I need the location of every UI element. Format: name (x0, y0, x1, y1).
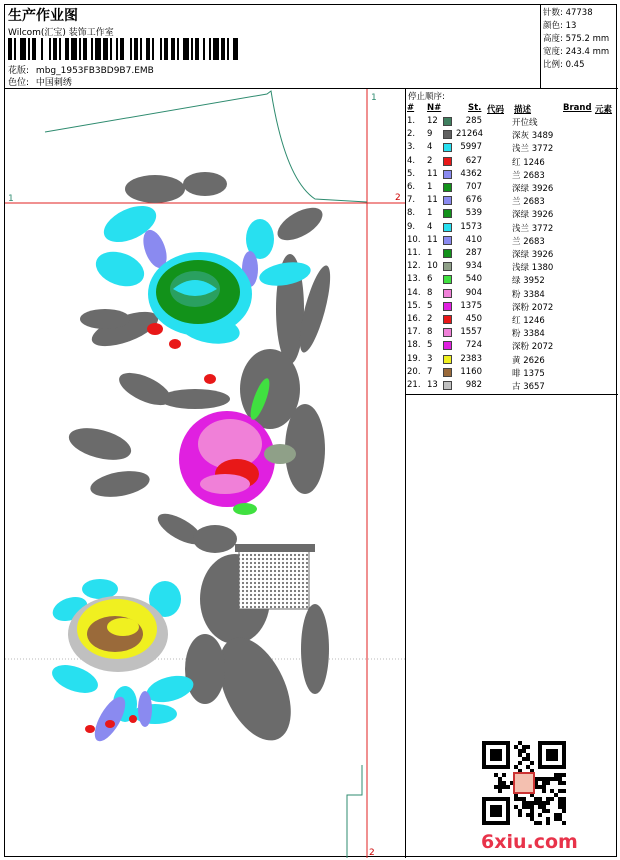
stats-panel (541, 5, 618, 89)
color-swatch (443, 117, 452, 126)
position-value: 中国刺绣 (35, 78, 72, 88)
row-index: 13. (407, 274, 421, 285)
row-index: 14. (407, 287, 421, 298)
design-width: 宽度: 243.4 mm (543, 47, 610, 57)
legend-row (406, 222, 618, 235)
row-index: 21. (407, 380, 421, 390)
stop-sequence-legend (406, 89, 618, 395)
row-stitches: 5997 (460, 142, 482, 153)
legend-row (406, 156, 618, 169)
row-needle: 1 (427, 182, 433, 192)
row-index: 9. (407, 221, 416, 232)
row-index: 17. (407, 327, 421, 338)
color-swatch (443, 368, 452, 377)
production-sheet (4, 4, 617, 857)
col-header-code: 代码 (487, 105, 505, 115)
position-label: 色位: (8, 78, 30, 88)
row-index: 5. (407, 168, 416, 179)
design-height: 高度: 575.2 mm (543, 34, 610, 44)
legend-row (406, 235, 618, 248)
design-label: 花版: (8, 66, 30, 76)
legend-row (406, 116, 618, 129)
legend-row (406, 380, 618, 393)
row-needle: 1 (427, 208, 433, 219)
color-swatch (443, 289, 452, 298)
row-index: 7. (407, 195, 416, 206)
marker-left-1: 1 (8, 194, 14, 204)
row-index: 4. (407, 155, 416, 166)
row-needle: 5 (427, 340, 433, 351)
row-stitches: 982 (465, 380, 482, 390)
page-title: 生产作业图 (8, 8, 78, 24)
row-description: 粉 3384 (512, 329, 545, 340)
color-swatch (443, 302, 452, 311)
color-swatch (443, 223, 452, 232)
row-stitches: 676 (465, 195, 482, 206)
row-stitches: 934 (465, 261, 482, 272)
row-stitches: 904 (465, 287, 482, 298)
row-index: 15. (407, 300, 421, 311)
row-stitches: 4362 (460, 168, 482, 179)
col-header-brand: Brand (563, 103, 592, 113)
legend-row (406, 195, 618, 208)
row-needle: 11 (427, 168, 438, 179)
row-description: 黄 2626 (512, 355, 545, 366)
row-needle: 4 (427, 142, 433, 153)
row-index: 10. (407, 234, 421, 245)
row-stitches: 287 (465, 248, 482, 258)
row-description: 浅兰 3772 (512, 144, 554, 155)
row-needle: 11 (427, 195, 438, 206)
outline-path-bottom (347, 765, 362, 858)
row-stitches: 1160 (460, 366, 482, 377)
row-index: 1. (407, 116, 416, 126)
col-header-index: # (407, 103, 415, 113)
row-stitches: 539 (465, 208, 482, 219)
embroidery-preview (5, 89, 406, 858)
embroidery-design-image (5, 89, 406, 858)
row-index: 16. (407, 314, 421, 324)
row-description: 兰 2683 (512, 236, 545, 247)
col-header-needle: N# (427, 103, 442, 113)
row-needle: 11 (427, 234, 438, 245)
row-needle: 13 (427, 380, 438, 390)
row-index: 2. (407, 129, 416, 140)
color-swatch (443, 381, 452, 390)
row-description: 深绿 3926 (512, 184, 554, 194)
row-description: 深粉 2072 (512, 302, 554, 313)
color-swatch (443, 275, 452, 284)
legend-row (406, 142, 618, 155)
header-panel (5, 5, 541, 89)
row-description: 深灰 3489 (512, 131, 554, 142)
legend-row (406, 314, 618, 327)
row-description: 粉 3384 (512, 289, 545, 300)
row-needle: 10 (427, 261, 438, 272)
row-description: 深绿 3926 (512, 210, 554, 221)
row-description: 红 1246 (512, 316, 545, 326)
row-stitches: 1557 (460, 327, 482, 338)
marker-bottom-2: 2 (369, 848, 375, 858)
row-index: 20. (407, 366, 421, 377)
legend-title: 停止顺序: (408, 92, 445, 102)
legend-row (406, 327, 618, 340)
row-index: 11. (407, 248, 421, 258)
row-needle: 1 (427, 248, 433, 258)
row-needle: 4 (427, 221, 433, 232)
row-needle: 12 (427, 116, 438, 126)
row-needle: 8 (427, 327, 433, 338)
legend-row (406, 248, 618, 261)
row-description: 浅绿 1380 (512, 263, 554, 274)
color-swatch (443, 183, 452, 192)
row-index: 19. (407, 353, 421, 364)
watermark-logo: 6xiu.com (481, 831, 578, 853)
legend-row (406, 208, 618, 221)
row-needle: 8 (427, 287, 433, 298)
row-description: 红 1246 (512, 157, 545, 168)
color-swatch (443, 209, 452, 218)
row-needle: 7 (427, 366, 433, 377)
row-needle: 2 (427, 155, 433, 166)
row-stitches: 724 (465, 340, 482, 351)
row-description: 绿 3952 (512, 276, 545, 287)
row-stitches: 1573 (460, 221, 482, 232)
row-stitches: 540 (465, 274, 482, 285)
row-index: 12. (407, 261, 421, 272)
row-description: 啡 1375 (512, 368, 545, 379)
legend-row (406, 274, 618, 287)
color-swatch (443, 196, 452, 205)
legend-row (406, 169, 618, 182)
row-stitches: 21264 (456, 129, 484, 140)
row-stitches: 627 (465, 155, 482, 166)
col-header-stitches: St. (468, 103, 482, 113)
row-needle: 5 (427, 300, 433, 311)
row-index: 8. (407, 208, 416, 219)
row-stitches: 707 (465, 182, 482, 192)
color-swatch (443, 355, 452, 364)
color-swatch (443, 315, 452, 324)
color-swatch (443, 341, 452, 350)
row-stitches: 1375 (460, 300, 482, 311)
legend-row (406, 301, 618, 314)
row-description: 兰 2683 (512, 170, 545, 181)
row-description: 古 3657 (512, 382, 545, 392)
row-index: 3. (407, 142, 416, 153)
color-position-line (8, 75, 72, 88)
design-name: mbg_1953FB3BD9B7.EMB (35, 66, 154, 76)
row-description: 浅兰 3772 (512, 223, 554, 234)
color-swatch (443, 328, 452, 337)
row-stitches: 2383 (460, 353, 482, 364)
company-name: Wilcom(汇宝) 装饰工作室 (8, 28, 114, 38)
color-swatch (443, 157, 452, 166)
row-description: 开位线 (512, 118, 538, 128)
qr-code-icon (482, 741, 566, 825)
design-scale: 比例: 0.45 (543, 60, 585, 70)
color-swatch (443, 170, 452, 179)
color-swatch (443, 143, 452, 152)
row-stitches: 410 (465, 234, 482, 245)
legend-row (406, 261, 618, 274)
barcode-icon (8, 38, 240, 60)
color-swatch (443, 130, 452, 139)
row-needle: 3 (427, 353, 433, 364)
color-count: 颜色: 13 (543, 21, 577, 31)
marker-right-2: 2 (395, 193, 401, 203)
legend-row (406, 288, 618, 301)
row-description: 深粉 2072 (512, 342, 554, 353)
color-swatch (443, 249, 452, 258)
row-stitches: 450 (465, 314, 482, 324)
row-needle: 6 (427, 274, 433, 285)
legend-row (406, 367, 618, 380)
col-header-element: 元素 (595, 105, 613, 115)
stitch-count: 针数: 47738 (543, 8, 593, 18)
legend-row (406, 129, 618, 142)
legend-row (406, 340, 618, 353)
row-needle: 2 (427, 314, 433, 324)
row-description: 兰 2683 (512, 197, 545, 208)
row-description: 深绿 3926 (512, 250, 554, 260)
marker-top-1: 1 (371, 93, 377, 103)
col-header-description: 描述 (514, 105, 532, 115)
row-index: 6. (407, 182, 416, 192)
legend-row (406, 354, 618, 367)
color-swatch (443, 236, 452, 245)
color-swatch (443, 262, 452, 271)
row-index: 18. (407, 340, 421, 351)
legend-row (406, 182, 618, 195)
row-stitches: 285 (465, 116, 482, 126)
row-needle: 9 (427, 129, 433, 140)
